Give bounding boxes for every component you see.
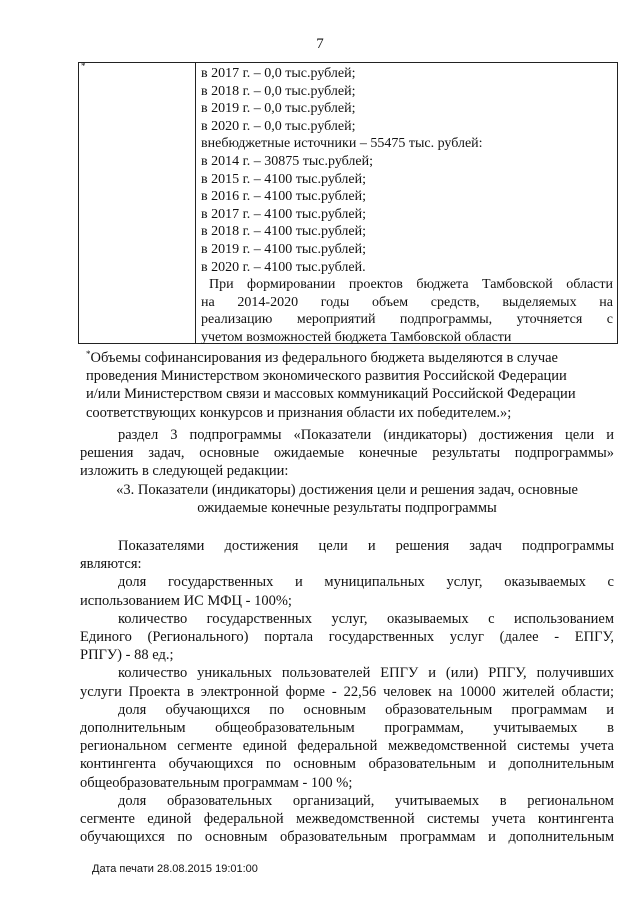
table-line: в 2018 г. – 4100 тыс.рублей; — [201, 224, 366, 240]
section-heading — [80, 481, 614, 517]
table-line: в 2015 г. – 4100 тыс.рублей; — [201, 171, 366, 187]
footnote-line: и/или Министерством связи и массовых коммуникаций Российской Федерации — [86, 386, 576, 403]
body-line: обучающихся по основным образовательным программам и дополнительным — [80, 829, 614, 846]
body-line: Показателями достижения цели и решения задач подпрограммы — [118, 538, 614, 554]
footnote-line: Объемы софинансирования из федерального бюджета выделяются в случае — [90, 350, 558, 366]
body-line: количество государственных услуг, оказываемых с использованием — [118, 610, 614, 627]
table-line: в 2014 г. – 30875 тыс.рублей; — [201, 153, 373, 169]
body-line: контингента обучающихся по основным образовательным и дополнительным — [80, 756, 614, 773]
body-line: Единого (Регионального) портала государственных услуг (далее - ЕПГУ, — [80, 629, 614, 646]
table-para-line: При формировании проектов бюджета Тамбовской области — [209, 277, 613, 293]
table-right-column — [201, 65, 613, 347]
funding-table — [78, 62, 618, 344]
table-line: в 2017 г. – 0,0 тыс.рублей; — [201, 66, 356, 81]
table-line: в 2020 г. – 4100 тыс.рублей. — [201, 259, 366, 275]
table-line: в 2018 г. – 0,0 тыс.рублей; — [201, 83, 356, 99]
table-para-line: реализацию мероприятий подпрограммы, уточняется с — [201, 312, 613, 328]
section-intro-line: изложить в следующей редакции: — [80, 463, 289, 480]
footnote-line: соответствующих конкурсов и признания области их победителем.»; — [86, 404, 512, 421]
section-intro-line: решения задач, основные ожидаемые конечные результаты подпрограммы» — [80, 445, 614, 462]
table-footnote-marker: * — [81, 61, 86, 71]
body-line: доля обучающихся по основным образовательным программам и — [118, 701, 614, 718]
table-line: в 2017 г. – 4100 тыс.рублей; — [201, 206, 366, 222]
table-line: в 2019 г. – 0,0 тыс.рублей; — [201, 101, 356, 117]
body-line: общеобразовательным программам - 100 %; — [80, 774, 353, 791]
section-intro — [80, 426, 614, 481]
body-line: доля государственных и муниципальных услуг, оказываемых с — [118, 574, 614, 591]
table-line: в 2020 г. – 0,0 тыс.рублей; — [201, 118, 356, 134]
body-line: региональном сегменте единой федеральной межведомственной системы учета — [80, 738, 614, 755]
table-line: внебюджетные источники – 55475 тыс. рублей: — [201, 136, 483, 152]
section-heading-line: «3. Показатели (индикаторы) достижения цели и решения задач, основные — [116, 482, 578, 498]
print-date: Дата печати 28.08.2015 19:01:00 — [92, 863, 258, 875]
section-heading-line: ожидаемые конечные результаты подпрограммы — [197, 500, 497, 517]
footnote — [86, 345, 614, 422]
table-left-column — [79, 63, 196, 343]
table-para-line: на 2014-2020 годы объем средств, выделяемых на — [201, 294, 613, 310]
body-line: доля образовательных организаций, учитываемых в региональном — [118, 792, 614, 809]
footnote-marker: * — [86, 349, 91, 359]
section-intro-line: раздел 3 подпрограммы «Показатели (индикаторы) достижения цели и — [118, 427, 614, 443]
body-line: количество уникальных пользователей ЕПГУ и (или) РПГУ, получивших — [118, 665, 614, 682]
body-line: являются: — [80, 556, 142, 573]
body-line: сегменте единой федеральной межведомственной системы учета контингента — [80, 811, 614, 828]
indicators-text — [80, 537, 614, 846]
table-para-line: учетом возможностей бюджета Тамбовской области — [201, 329, 512, 345]
footnote-line: проведения Министерством экономического развития Российской Федерации — [86, 368, 567, 385]
body-line: дополнительным общеобразовательным программам, учитываемых в — [80, 720, 614, 737]
page-number: 7 — [316, 36, 324, 52]
body-line: РПГУ) - 88 ед.; — [80, 647, 174, 664]
body-line: использованием ИС МФЦ - 100%; — [80, 592, 292, 609]
table-line: в 2016 г. – 4100 тыс.рублей; — [201, 189, 366, 205]
body-line: услуги Проекта в электронной форме - 22,56 человек на 10000 жителей области; — [80, 683, 614, 700]
table-line: в 2019 г. – 4100 тыс.рублей; — [201, 241, 366, 257]
